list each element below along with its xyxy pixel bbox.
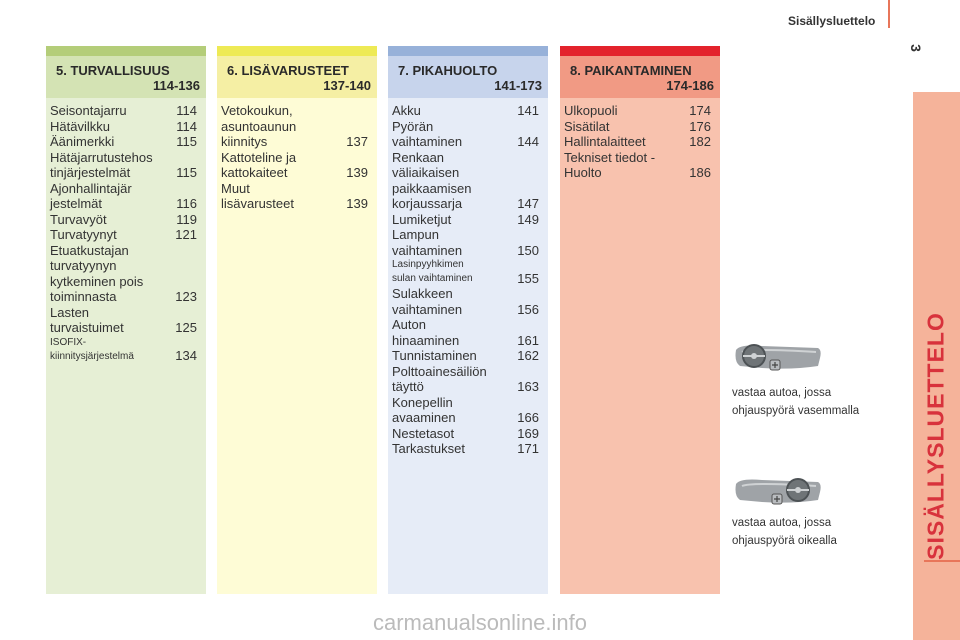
toc-entry[interactable] [50, 305, 206, 336]
toc-entry-label: Pyörän vaihtaminen [392, 118, 463, 149]
toc-entry-page: 119 [176, 211, 197, 227]
toc-entry-page: 144 [517, 134, 539, 149]
section-color-bar [217, 46, 377, 56]
section-title: 7. PIKAHUOLTO [398, 63, 498, 78]
toc-entry-page: 161 [517, 332, 539, 348]
toc-entry[interactable] [50, 103, 206, 119]
toc-entry-label: Akku [392, 103, 421, 118]
toc-entry[interactable] [392, 317, 548, 348]
toc-entry-label: Renkaan väliaikaisen paikkaamisen korjaussarja [392, 149, 472, 211]
toc-entry[interactable] [50, 212, 206, 228]
toc-entry-label: Turvavyöt [50, 211, 107, 227]
toc-entry-label: Sulakkeen vaihtaminen [392, 286, 463, 317]
toc-entry-label: Kattoteline ja kattokaiteet [221, 149, 297, 180]
toc-entry-label: Lumiketjut [392, 211, 452, 227]
toc-entry-page: 182 [689, 134, 711, 149]
section-header[interactable] [46, 56, 206, 98]
toc-entry[interactable] [221, 181, 377, 212]
toc-entry-label: Tunnistaminen [392, 348, 477, 363]
toc-entry-page: 166 [517, 410, 539, 425]
section-column-locating [560, 46, 720, 594]
toc-entry-label: Polttoainesäiliön täyttö [392, 363, 487, 394]
section-header[interactable] [217, 56, 377, 98]
toc-entry-page: 121 [175, 227, 197, 242]
toc-entry-label: Sisätilat [564, 118, 610, 134]
left-hand-drive-caption: vastaa autoa, jossa ohjauspyörä vasemmalla [732, 387, 860, 417]
toc-entry[interactable] [392, 348, 548, 364]
section-page-range: 141-173 [494, 78, 542, 93]
toc-entry-page: 169 [517, 425, 539, 441]
toc-entry-label: Ulkopuoli [564, 103, 618, 118]
toc-entry-page: 171 [517, 441, 539, 456]
toc-entry-label: Etuatkustajan turvatyynyn kytkeminen pois toiminnasta [50, 242, 144, 304]
toc-list [560, 98, 720, 181]
section-color-bar [560, 46, 720, 56]
toc-entry-label: Auton hinaaminen [392, 317, 460, 348]
toc-entry[interactable] [50, 227, 206, 243]
toc-entry-page: 156 [517, 301, 539, 317]
toc-entry-label: Lasinpyyhkimen sulan vaihtaminen [392, 259, 473, 284]
toc-entry[interactable] [564, 150, 720, 181]
right-hand-drive-caption: vastaa autoa, jossa ohjauspyörä oikealla [732, 517, 837, 547]
toc-entry[interactable] [50, 119, 206, 135]
toc-entry-page: 150 [517, 242, 539, 258]
side-tab-rule [924, 560, 960, 562]
toc-entry[interactable] [392, 441, 548, 457]
toc-entry-page: 137 [346, 134, 368, 149]
page-header-title: Sisällysluettelo [788, 14, 876, 28]
toc-entry[interactable] [564, 103, 720, 119]
toc-entry-page: 147 [517, 196, 539, 211]
toc-entry-label: Tarkastukset [392, 441, 465, 456]
section-page-range: 174-186 [666, 78, 714, 93]
toc-entry-page: 162 [517, 348, 539, 363]
toc-entry[interactable] [392, 119, 548, 150]
section-header[interactable] [560, 56, 720, 98]
toc-entry[interactable] [50, 243, 206, 305]
section-column-safety [46, 46, 206, 594]
page-number: 3 [907, 44, 924, 52]
toc-entry-label: ISOFIX- kiinnitysjärjestelmä [50, 336, 134, 362]
toc-entry[interactable] [50, 181, 206, 212]
toc-entry-label: Vetokoukun, asuntoaunun kiinnitys [221, 103, 297, 149]
right-hand-drive-dashboard-icon [732, 470, 824, 510]
section-title: 5. TURVALLISUUS [56, 63, 170, 78]
toc-entry[interactable] [50, 134, 206, 150]
toc-entry-label: Seisontajarru [50, 103, 127, 118]
toc-entry-label: Ajonhallintajär jestelmät [50, 180, 132, 211]
side-tab-label: SISÄLLYSLUETTELO [922, 312, 949, 560]
toc-entry[interactable] [564, 119, 720, 135]
toc-entry-page: 134 [175, 348, 197, 363]
toc-entry-page: 141 [517, 103, 539, 118]
toc-entry-page: 155 [517, 270, 539, 286]
toc-entry[interactable] [564, 134, 720, 150]
section-title: 8. PAIKANTAMINEN [570, 63, 692, 78]
toc-entry-page: 149 [517, 211, 539, 227]
toc-entry-page: 176 [689, 118, 711, 134]
toc-list [388, 98, 548, 457]
toc-entry-label: Äänimerkki [50, 134, 115, 149]
toc-entry-page: 174 [689, 103, 711, 118]
toc-entry-page: 116 [176, 196, 197, 211]
toc-entry[interactable] [392, 286, 548, 317]
toc-entry-page: 123 [175, 289, 197, 304]
toc-entry-page: 139 [346, 196, 368, 211]
toc-entry-page: 114 [176, 118, 197, 134]
toc-entry-page: 115 [176, 134, 197, 149]
toc-entry[interactable] [50, 336, 206, 364]
section-page-range: 114-136 [153, 78, 200, 93]
toc-entry-label: Lampun vaihtaminen [392, 227, 463, 258]
toc-entry[interactable] [50, 150, 206, 181]
toc-entry-label: Muut lisävarusteet [221, 180, 294, 211]
toc-list [217, 98, 377, 212]
toc-entry[interactable] [392, 150, 548, 212]
toc-entry[interactable] [392, 395, 548, 426]
toc-entry[interactable] [392, 364, 548, 395]
toc-entry[interactable] [392, 426, 548, 442]
toc-entry[interactable] [392, 227, 548, 258]
toc-entry-page: 125 [175, 320, 197, 335]
toc-entry-label: Tekniset tiedot - Huolto [564, 149, 656, 180]
section-color-bar [46, 46, 206, 56]
toc-entry[interactable] [221, 150, 377, 181]
toc-entry[interactable] [392, 258, 548, 286]
toc-entry-label: Turvatyynyt [50, 227, 117, 242]
section-page-range: 137-140 [323, 78, 371, 93]
section-column-accessories [217, 46, 377, 594]
toc-entry-page: 114 [176, 103, 197, 118]
toc-list [46, 98, 206, 364]
toc-entry-label: Lasten turvaistuimet [50, 304, 124, 335]
header-divider [888, 0, 890, 28]
toc-entry-page: 115 [176, 165, 197, 180]
toc-entry-page: 163 [517, 379, 539, 394]
toc-entry-label: Hätäjarrutustehos tinjärjestelmät [50, 149, 153, 180]
section-column-quick-maintenance [388, 46, 548, 594]
toc-entry[interactable] [221, 103, 377, 150]
toc-entry[interactable] [392, 212, 548, 228]
watermark: carmanualsonline.info [372, 610, 588, 635]
toc-entry-label: Konepellin avaaminen [392, 394, 456, 425]
section-header[interactable] [388, 56, 548, 98]
toc-entry-label: Nestetasot [392, 425, 455, 441]
toc-entry-page: 186 [689, 165, 711, 180]
section-title: 6. LISÄVARUSTEET [227, 63, 349, 78]
left-hand-drive-dashboard-icon [732, 336, 824, 376]
toc-entry-label: Hätävilkku [50, 118, 110, 134]
section-color-bar [388, 46, 548, 56]
toc-entry-label: Hallintalaitteet [564, 134, 646, 149]
toc-entry-page: 139 [346, 165, 368, 180]
toc-entry[interactable] [392, 103, 548, 119]
